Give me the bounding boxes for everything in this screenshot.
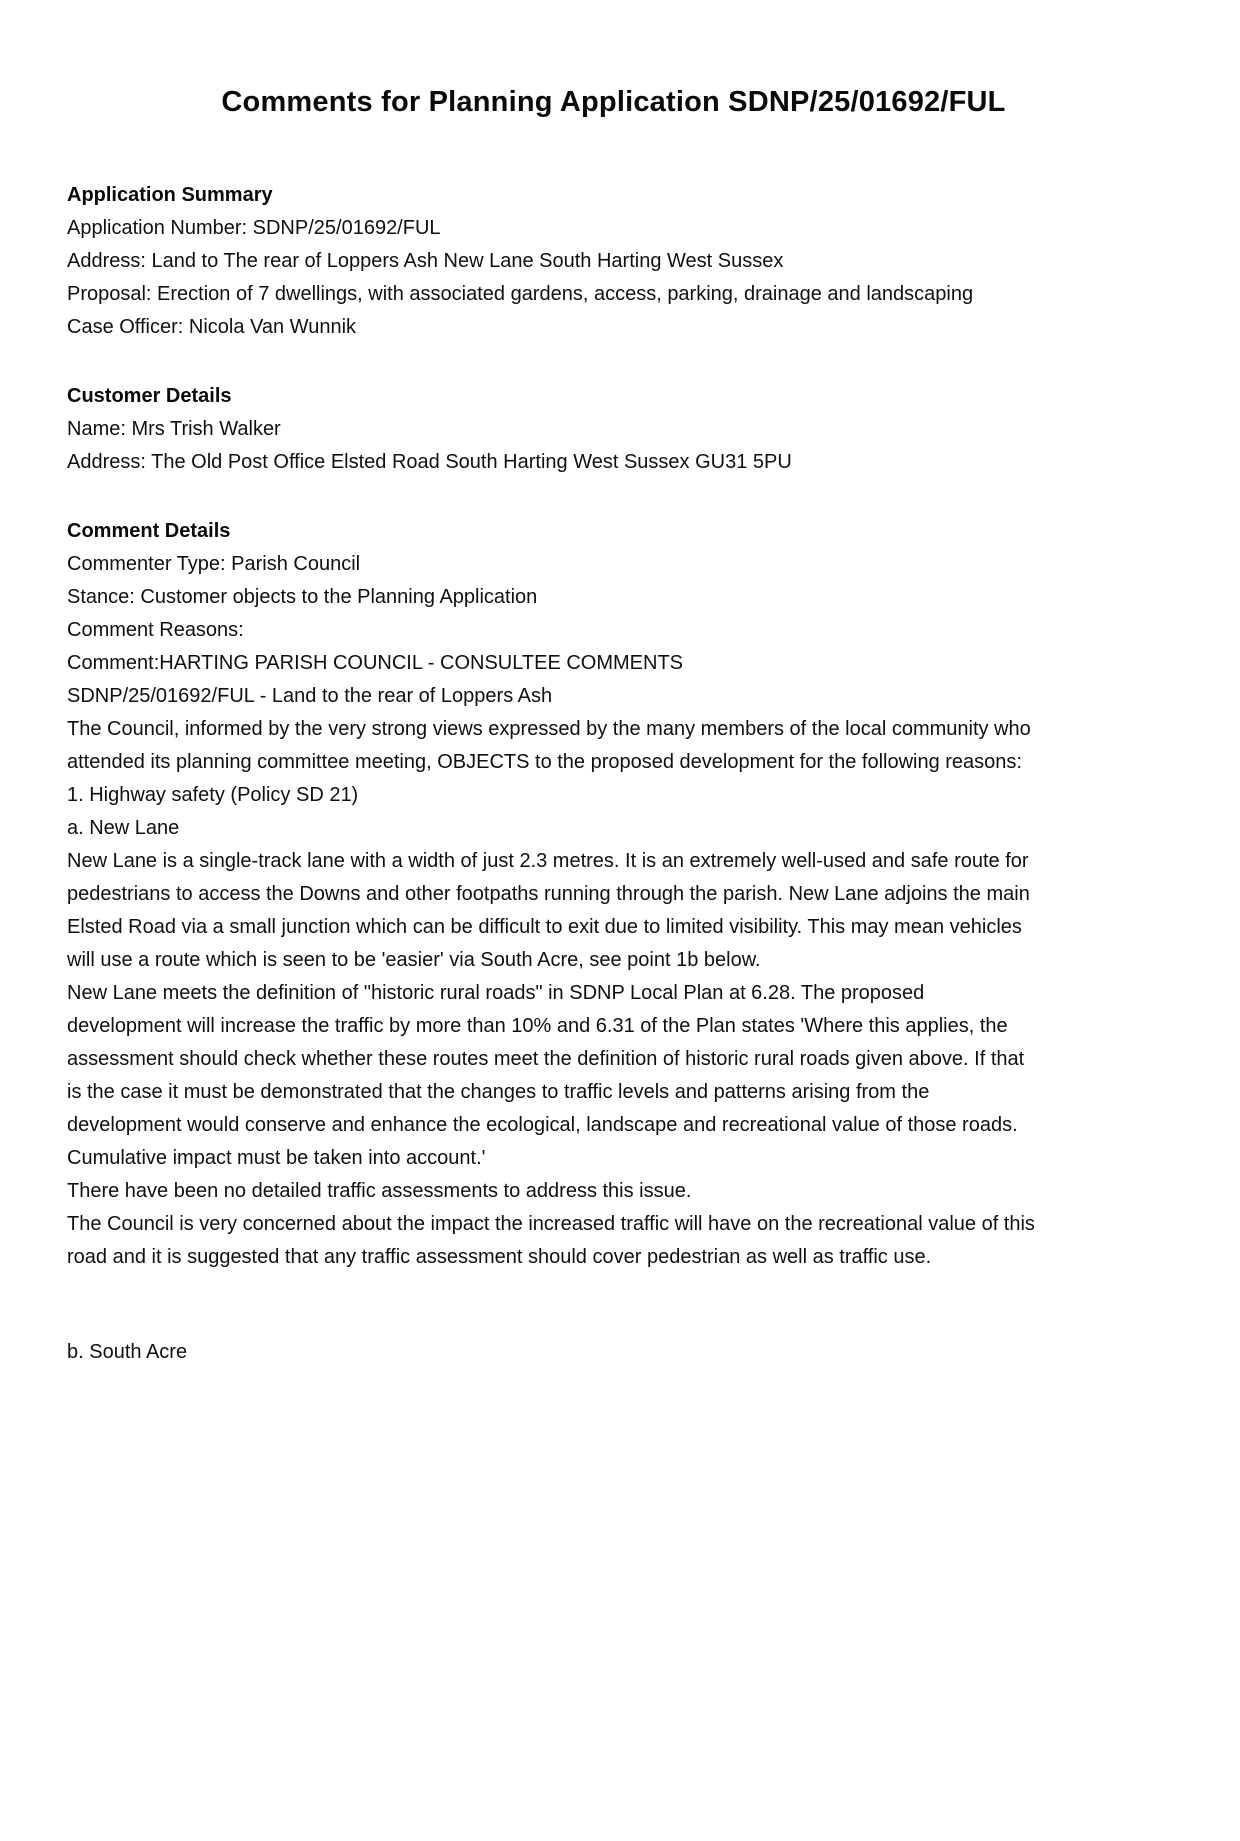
application-summary-heading: Application Summary xyxy=(67,184,273,206)
comment-header-line: Comment:HARTING PARISH COUNCIL - CONSULTEE COMMENTS xyxy=(67,652,683,674)
section-customer-details xyxy=(67,380,1042,479)
proposal-line: Proposal: Erection of 7 dwellings, with associated gardens, access, parking, drainage and landscaping xyxy=(67,283,974,305)
comment-paragraph: There have been no detailed traffic assessments to address this issue. xyxy=(67,1180,692,1202)
document-page xyxy=(0,86,1240,1841)
case-officer-line: Case Officer: Nicola Van Wunnik xyxy=(67,316,357,338)
customer-details-heading: Customer Details xyxy=(67,385,232,407)
commenter-type-line: Commenter Type: Parish Council xyxy=(67,553,361,575)
comment-paragraph: The Council, informed by the very strong views expressed by the many members of the local community who attended its planning committee meeting, OBJECTS to the proposed development for the following reasons: xyxy=(67,718,1031,773)
stance-line: Stance: Customer objects to the Planning Application xyxy=(67,586,538,608)
site-address-line: Address: Land to The rear of Loppers Ash New Lane South Harting West Sussex xyxy=(67,250,784,272)
page-title: Comments for Planning Application SDNP/25/01692/FUL xyxy=(221,86,1006,118)
document-content xyxy=(67,179,1042,1369)
section-comment-details xyxy=(67,515,1042,1369)
customer-address-line: Address: The Old Post Office Elsted Road South Harting West Sussex GU31 5PU xyxy=(67,451,792,473)
comment-paragraph: New Lane meets the definition of "historic rural roads" in SDNP Local Plan at 6.28. The proposed development will increase the traffic by more than 10% and 6.31 of the Plan states 'Where this applies, the assessment should check whether these routes meet the definition of historic rural roads given above. If that is the case it must be demonstrated that the changes to traffic levels and patterns arising from the development would conserve and enhance the ecological, landscape and recreational value of those roads. Cumulative impact must be taken into account.' xyxy=(67,982,1025,1169)
comment-reasons-line: Comment Reasons: xyxy=(67,619,244,641)
application-number-line: Application Number: SDNP/25/01692/FUL xyxy=(67,217,441,239)
comment-point-1a-heading: a. New Lane xyxy=(67,817,180,839)
comment-paragraph: New Lane is a single-track lane with a width of just 2.3 metres. It is an extremely well-used and safe route for pedestrians to access the Downs and other footpaths running through the parish. New Lane adjoins the main Elsted Road via a small junction which can be difficult to exit due to limited visibility. This may mean vehicles will use a route which is seen to be 'easier' via South Acre, see point 1b below. xyxy=(67,850,1030,971)
comment-point-1-heading: 1. Highway safety (Policy SD 21) xyxy=(67,784,359,806)
section-application-summary xyxy=(67,179,1042,344)
comment-point-1b-heading: b. South Acre xyxy=(67,1341,188,1363)
comment-reference-line: SDNP/25/01692/FUL - Land to the rear of Loppers Ash xyxy=(67,685,553,707)
comment-details-heading: Comment Details xyxy=(67,520,231,542)
customer-name-line: Name: Mrs Trish Walker xyxy=(67,418,281,440)
comment-paragraph: The Council is very concerned about the impact the increased traffic will have on the recreational value of this road and it is suggested that any traffic assessment should cover pedestrian as well as traffic use. xyxy=(67,1213,1035,1268)
